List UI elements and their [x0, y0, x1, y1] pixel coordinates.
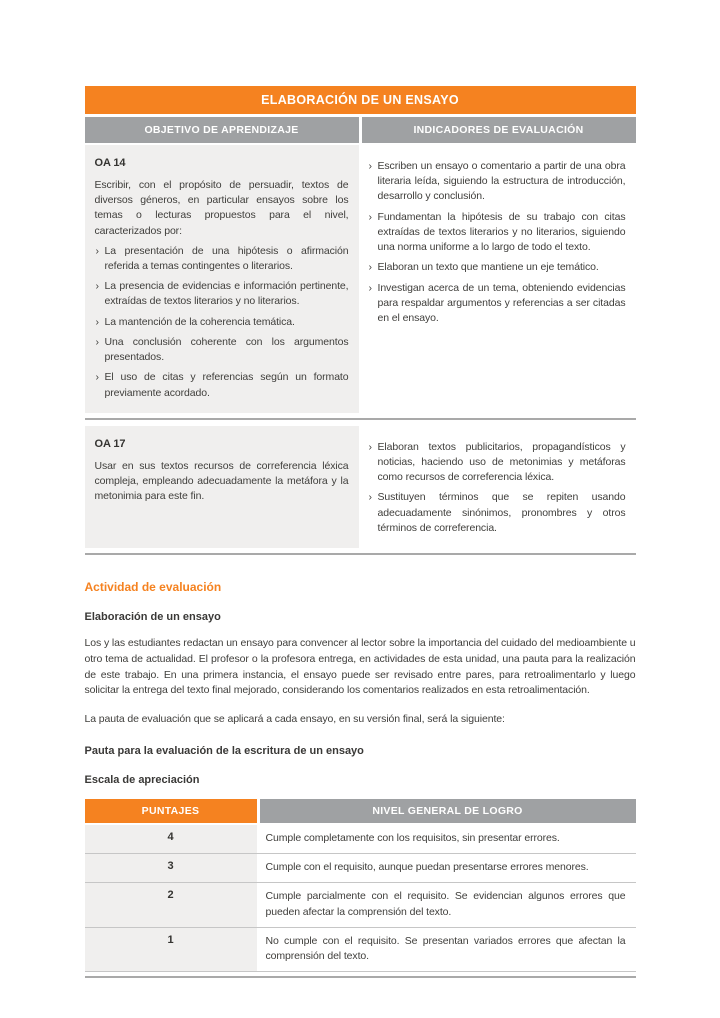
oa17-objective-cell	[85, 426, 359, 548]
rubric-level: Cumple parcialmente con el requisito. Se evidencian algunos errores que pueden afectar la comprensión del texto.	[260, 883, 636, 926]
oa14-indicator: › Investigan acerca de un tema, obteniendo evidencias para respaldar argumentos y referencias a ser citadas en el ensayo.	[368, 281, 626, 327]
oa14-intro: Escribir, con el propósito de persuadir, textos de diversos géneros, en particular ensayos sobre los temas o lecturas propuestos para el nivel, caracterizados por:	[94, 178, 349, 237]
oa14-indicator: › Escriben un ensayo o comentario a partir de una obra literaria leída, siguiendo la estructura de introducción, desarrollo y conclusión.	[368, 159, 626, 205]
rubric-row	[85, 883, 636, 927]
essay-table-title: ELABORACIÓN DE UN ENSAYO	[85, 86, 636, 114]
column-header-indicadores: INDICADORES DE EVALUACIÓN	[362, 117, 636, 143]
rubric-row	[85, 854, 636, 883]
activity-heading: Actividad de evaluación	[84, 580, 222, 595]
activity-paragraph: Los y las estudiantes redactan un ensayo para convencer al lector sobre la importancia del cuidado del medioambiente u otro tema de actualidad. El profesor o la profesora entrega, en actividades de esta unidad, una pauta para la realización de este trabajo. En una primera instancia, el ensayo puede ser revisado entre pares, para retroalimentarlo y luego solicitar la entrega del texto final mejorado, considerando los comentarios realizados en esta retroalimentación.	[84, 637, 636, 697]
document-page	[85, 86, 636, 978]
rubric-table	[85, 799, 636, 978]
rubric-score: 2	[85, 883, 257, 926]
escala-heading: Escala de apreciación	[84, 773, 200, 786]
table-bottom-rule	[85, 553, 636, 555]
oa17-intro: Usar en sus textos recursos de correferencia léxica compleja, empleando adecuadamente la metáfora y la metonimia para este fin.	[94, 459, 349, 503]
oa17-indicators-cell	[362, 426, 636, 548]
column-header-nivel: NIVEL GENERAL DE LOGRO	[260, 799, 636, 823]
rubric-header-row	[85, 799, 636, 823]
rubric-row	[85, 928, 636, 972]
oa14-indicator: › Fundamentan la hipótesis de su trabajo con citas extraídas de textos literarios y no literarios, siguiendo una norma uniforme a lo largo de todo el texto.	[368, 210, 626, 256]
row-divider	[85, 418, 636, 420]
oa14-bullet: › La presencia de evidencias e información pertinente, extraídas de textos literarios y no literarios.	[95, 279, 349, 309]
oa17-code: OA 17	[94, 437, 126, 450]
pauta-heading: Pauta para la evaluación de la escritura de un ensayo	[84, 744, 364, 757]
oa17-indicator: › Elaboran textos publicitarios, propagandísticos y noticias, haciendo uso de metonimias y metáforas como recursos de correferencia léxica.	[368, 440, 626, 486]
rubric-bottom-rule	[85, 976, 636, 978]
pauta-intro: La pauta de evaluación que se aplicará a cada ensayo, en su versión final, será la siguiente:	[84, 713, 505, 726]
table-row-oa17	[85, 426, 636, 548]
oa14-bullet: › La presentación de una hipótesis o afirmación referida a temas contingentes o literarios.	[95, 244, 349, 274]
essay-table	[85, 86, 636, 555]
rubric-score: 1	[85, 928, 257, 971]
oa14-indicator: › Elaboran un texto que mantiene un eje temático.	[368, 260, 626, 275]
rubric-score: 4	[85, 825, 257, 853]
oa14-indicators-cell	[362, 145, 636, 413]
oa17-indicator: › Sustituyen términos que se repiten usando adecuadamente sinónimos, pronombres y otros términos de correferencia.	[368, 490, 626, 536]
column-header-objetivo: OBJETIVO DE APRENDIZAJE	[85, 117, 359, 143]
oa14-bullet: › La mantención de la coherencia temática.	[95, 315, 349, 330]
oa14-bullet: › El uso de citas y referencias según un formato previamente acordado.	[95, 370, 349, 400]
rubric-level: Cumple completamente con los requisitos, sin presentar errores.	[260, 825, 636, 853]
rubric-score: 3	[85, 854, 257, 882]
oa14-code: OA 14	[94, 157, 126, 169]
rubric-level: No cumple con el requisito. Se presentan variados errores que afectan la comprensión del texto.	[260, 928, 636, 971]
column-header-puntajes: PUNTAJES	[85, 799, 257, 823]
essay-table-header-row	[85, 117, 636, 143]
activity-subheading: Elaboración de un ensayo	[84, 611, 221, 624]
table-row-oa14	[85, 145, 636, 413]
oa14-objective-cell	[85, 145, 359, 413]
rubric-level: Cumple con el requisito, aunque puedan presentarse errores menores.	[260, 854, 636, 882]
oa14-bullet: › Una conclusión coherente con los argumentos presentados.	[95, 335, 349, 365]
rubric-row	[85, 825, 636, 854]
